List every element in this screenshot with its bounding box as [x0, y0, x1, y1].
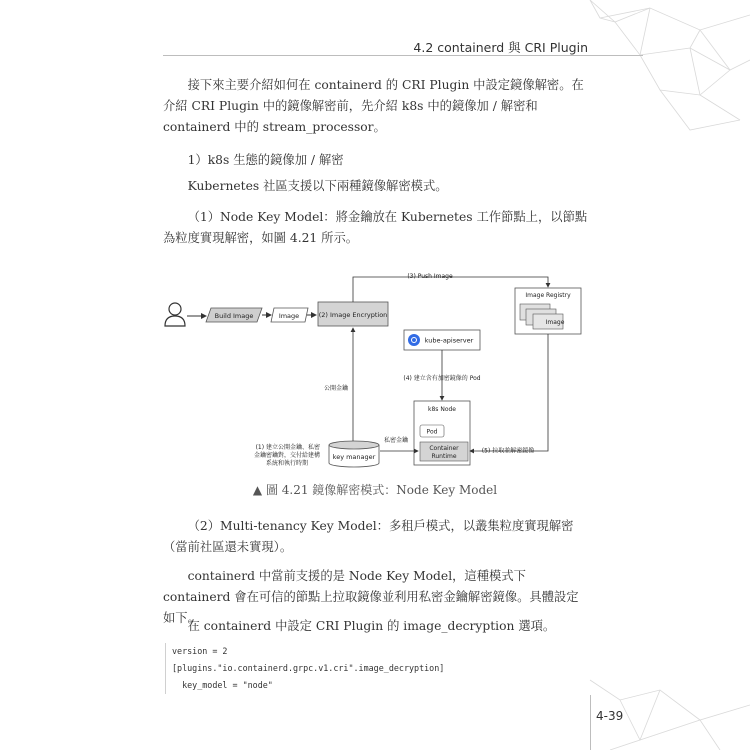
k8s-node [414, 401, 470, 465]
image-registry-node [515, 288, 581, 334]
paragraph-modes: Kubernetes 社區支援以下兩種鏡像解密模式。 [187, 179, 448, 193]
paragraph-node-key-model: （1）Node Key Model：將金鑰放在 Kubernetes 工作節點上，以節點為粒度實現解密，如圖 4.21 所示。 [163, 210, 588, 245]
svg-text:kube-apiserver: kube-apiserver [424, 336, 474, 345]
svg-text:k8s Node: k8s Node [428, 406, 456, 413]
svg-text:Image Registry: Image Registry [525, 292, 571, 299]
image-encryption-node [318, 302, 388, 326]
build-image-node [206, 308, 262, 322]
step1-line3: 系統和執行時期 [265, 460, 308, 467]
paragraph-intro: 接下來主要介紹如何在 containerd 的 CRI Plugin 中設定鏡像解密。在介紹 CRI Plugin 中的鏡像解密前，先介紹 k8s 中的鏡像加 / 解密和 containerd 中的 stream_processor。 [163, 78, 584, 134]
paragraph-config-intro: 在 containerd 中設定 CRI Plugin 的 image_decryption 選項。 [187, 619, 556, 633]
running-header: 4.2 containerd 與 CRI Plugin [413, 40, 588, 55]
paragraph-heading-1: 1）k8s 生態的鏡像加 / 解密 [187, 153, 344, 167]
key-manager-node [329, 441, 379, 467]
code-line-1: version = 2 [172, 646, 228, 656]
push-image-label: (3) Push Image [407, 273, 453, 280]
svg-text:Container: Container [429, 445, 459, 452]
code-line-3: key_model = "node" [172, 680, 273, 690]
svg-text:Image: Image [278, 312, 300, 320]
private-key-label: 私密金鑰 [383, 437, 409, 444]
kubernetes-logo-icon [408, 334, 420, 346]
code-block [165, 643, 592, 694]
registry-image-label: Image [545, 319, 565, 326]
public-key-label: 公開金鑰 [323, 385, 348, 392]
paragraph-containerd-support: containerd 中當前支援的是 Node Key Model，這種模式下 containerd 會在可信的節點上拉取鏡像並利用私密金鑰解密鏡像。具體設定如下。 [163, 569, 579, 625]
svg-text:key manager: key manager [332, 453, 376, 461]
footer-rule [590, 695, 591, 750]
step1-line1: (1) 建立公開金鑰、私密 [255, 444, 320, 451]
paragraph-multi-tenancy: （2）Multi-tenancy Key Model：多租戶模式，以叢集粒度實現解密（當前社區還未實現）。 [163, 519, 574, 554]
svg-text:Runtime: Runtime [431, 453, 457, 460]
svg-text:Build Image: Build Image [214, 312, 254, 320]
figure-caption: ▲ 圖 4.21 鏡像解密模式：Node Key Model [252, 483, 498, 497]
image-node [271, 308, 308, 322]
svg-text:Pod: Pod [426, 428, 438, 436]
code-line-2: [plugins."io.containerd.grpc.v1.cri".image_decryption] [172, 663, 445, 673]
kube-apiserver-node [404, 330, 480, 350]
user-icon [165, 303, 185, 326]
step5-label: (5) 拉取並解密鏡像 [481, 447, 535, 455]
svg-text:(2) Image Encryption: (2) Image Encryption [318, 311, 388, 319]
step1-line2: 金鑰密鑰對，交付給建構 [253, 452, 320, 459]
step4-label: (4) 建立含有加密鏡像的 Pod [403, 375, 481, 382]
page-number: 4-39 [596, 709, 624, 723]
